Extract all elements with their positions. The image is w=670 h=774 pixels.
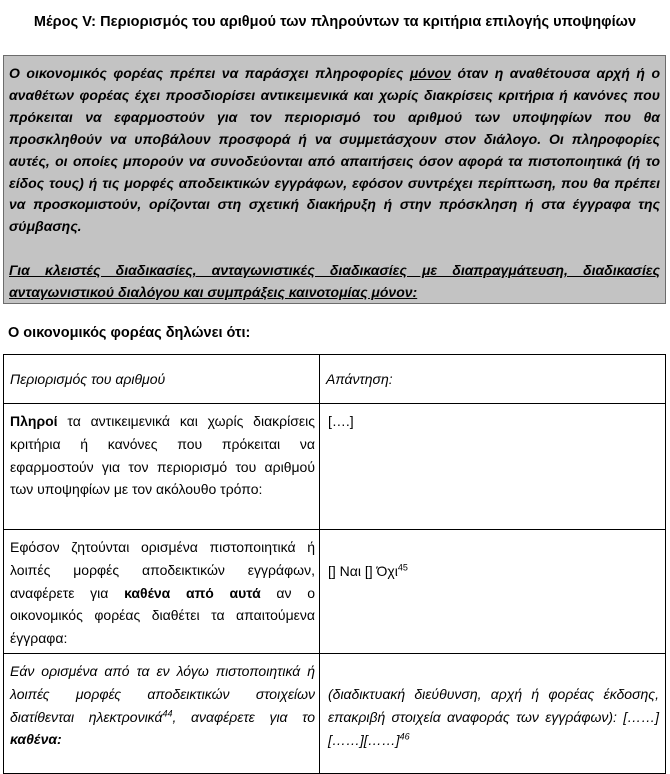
row1-text: [4, 410, 319, 501]
section-title: Μέρος V: Περιορισμός του αριθμού των πληρούντων τα κριτήρια επιλογής υποψηφίων: [33, 14, 637, 30]
footnote-44: 44: [162, 707, 173, 718]
row2-left-cell: [4, 530, 320, 654]
row2-bold: καθένα από αυτά: [124, 584, 261, 601]
row1-answer-cell[interactable]: [320, 404, 666, 530]
table-row: [4, 530, 666, 654]
table-row: [4, 404, 666, 530]
info-paragraph-start: Ο οικονομικός φορέας πρέπει να παράσχει πληροφορίες: [9, 65, 410, 81]
row2-text: [4, 536, 319, 650]
info-paragraph: [9, 63, 660, 238]
row3-start: Εάν ορισμένα από τα εν λόγω πιστοποιητικά ή λοιπές μορφές αποδεικτικών στοιχείων διατίθενται ηλεκτρονικά: [10, 663, 315, 725]
only-emphasis: μόνον: [409, 65, 451, 81]
footnote-46: 46: [399, 730, 410, 741]
declaration-heading: Ο οικονομικός φορέας δηλώνει ότι:: [8, 325, 251, 341]
row1-rest: τα αντικειμενικά και χωρίς διακρίσεις κριτήρια ή κανόνες που πρόκειται να εφαρμοστούν για τον περιορισμό του αριθμού των υποψηφίων με τον ακόλουθο τρόπο:: [10, 413, 315, 498]
info-box: [3, 55, 666, 304]
row3-left-cell: [4, 654, 320, 774]
info-paragraph-rest: όταν η αναθέτουσα αρχή ή ο αναθέτων φορέας έχει προσδιορίσει αντικειμενικά και χωρίς διακρίσεις κριτήρια ή κανόνες που πρόκειται να εφαρμοστούν για τον περιορισμό του αριθμού των υποψηφίων που θα προσκληθούν να υποβάλουν προσφορά ή να συμμετάσχουν στον διάλογο. Οι πληροφορίες αυτές, οι οποίες μπορούν να συνοδεύονται από απαιτήσεις όσον αφορά τα πιστοποιητικά (ή το είδος τους) ή τις μορφές αποδεικτικών εγγράφων, εφόσον συντρέχει περίπτωση, που θα πρέπει να προσκομιστούν, ορίζονται στη σχετική διακήρυξη ή στην πρόσκληση ή στα έγγραφα της σύμβασης.: [9, 65, 661, 235]
row3-text: [4, 660, 319, 751]
row1-left-cell: [4, 404, 320, 530]
row2-answer: [320, 560, 665, 583]
header-limitation: Περιορισμός του αριθμού: [4, 355, 320, 404]
footnote-45: 45: [397, 562, 408, 573]
table-row: [4, 654, 666, 774]
row2-start: Εφόσον ζητούνται ορισμένα πιστοποιητικά ή λοιπές μορφές αποδεικτικών εγγράφων, αναφέρετε για: [10, 539, 315, 601]
header-answer: Απάντηση:: [320, 355, 666, 404]
row3-mid: , αναφέρετε για το: [172, 708, 315, 725]
row2-end: αν ο οικονομικός φορέας διαθέτει τα απαιτούμενα έγγραφα:: [10, 584, 315, 647]
row1-bold: Πληροί: [10, 413, 58, 429]
electronic-reference: (διαδικτυακή διεύθυνση, αρχή ή φορέας έκδοσης, επακριβή στοιχεία αναφοράς των εγγράφων): [……][……][……]: [328, 686, 659, 748]
criteria-table: [3, 354, 666, 774]
table-header-row: [4, 355, 666, 404]
row3-answer-cell[interactable]: [320, 654, 666, 774]
row2-answer-cell[interactable]: [320, 530, 666, 654]
row3-answer: [320, 683, 665, 751]
yes-no-options[interactable]: [] Ναι [] Όχι: [328, 563, 398, 579]
row1-answer: [….]: [328, 413, 354, 429]
procedures-note: Για κλειστές διαδικασίες, ανταγωνιστικές διαδικασίες με διαπραγμάτευση, διαδικασίες ανταγωνιστικού διαλόγου και συμπράξεις καινοτομίας μόνον:: [9, 262, 660, 300]
row3-bold: καθένα:: [10, 731, 62, 748]
